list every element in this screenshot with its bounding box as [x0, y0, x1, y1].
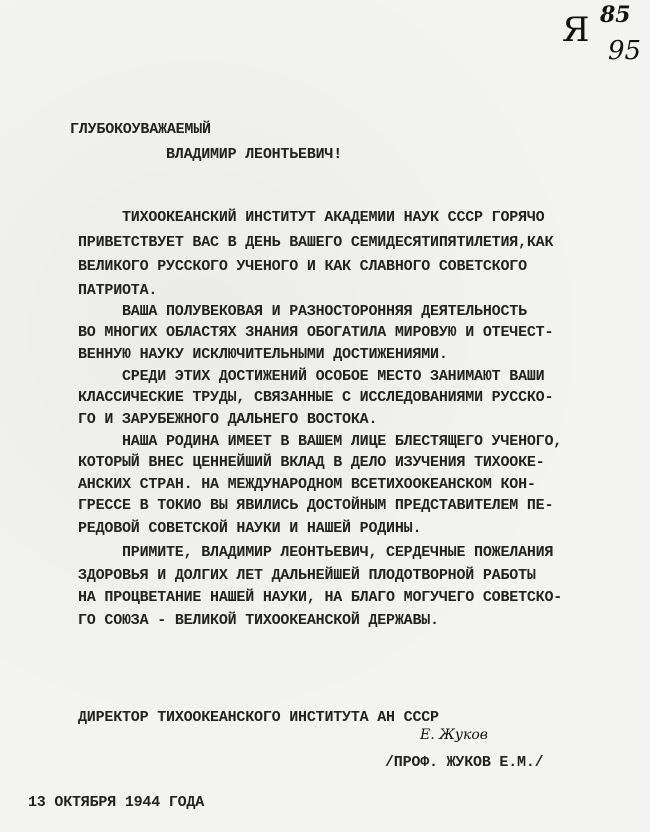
- body-line: ВЕЛИКОГО РУССКОГО УЧЕНОГО И КАК СЛАВНОГО СОВЕТСКОГО: [78, 258, 527, 275]
- body-line: ВО МНОГИХ ОБЛАСТЯХ ЗНАНИЯ ОБОГАТИЛА МИРОВУЮ И ОТЕЧЕСТ-: [78, 324, 554, 341]
- body-line: ТИХООКЕАНСКИЙ ИНСТИТУТ АКАДЕМИИ НАУК СССР ГОРЯЧО: [122, 209, 545, 226]
- body-line: СРЕДИ ЭТИХ ДОСТИЖЕНИЙ ОСОБОЕ МЕСТО ЗАНИМАЮТ ВАШИ: [122, 368, 545, 385]
- salutation-line: ВЛАДИМИР ЛЕОНТЬЕВИЧ!: [166, 146, 343, 163]
- body-line: ПАТРИОТА.: [78, 282, 158, 299]
- old-page-number: 85: [600, 2, 631, 28]
- body-line: НАША РОДИНА ИМЕЕТ В ВАШЕМ ЛИЦЕ БЛЕСТЯЩЕГО УЧЕНОГО,: [122, 433, 563, 450]
- handwritten-mark: Я: [562, 10, 590, 50]
- body-line: ГО И ЗАРУБЕЖНОГО ДАЛЬНЕГО ВОСТОКА.: [78, 411, 378, 428]
- body-line: КОТОРЫЙ ВНЕС ЦЕННЕЙШИЙ ВКЛАД В ДЕЛО ИЗУЧЕНИЯ ТИХООКЕ-: [78, 454, 545, 471]
- signatory-name: /ПРОФ. ЖУКОВ Е.М./: [385, 754, 544, 771]
- body-line: ГО СОЮЗА - ВЕЛИКОЙ ТИХООКЕАНСКОЙ ДЕРЖАВЫ.: [78, 612, 439, 629]
- page-number: 95: [608, 36, 642, 66]
- body-line: ГРЕССЕ В ТОКИО ВЫ ЯВИЛИСЬ ДОСТОЙНЫМ ПРЕДСТАВИТЕЛЕМ ПЕ-: [78, 497, 554, 514]
- handwritten-signature: Е. Жуков: [420, 727, 488, 743]
- body-line: ПРИМИТЕ, ВЛАДИМИР ЛЕОНТЬЕВИЧ, СЕРДЕЧНЫЕ ПОЖЕЛАНИЯ: [122, 544, 554, 561]
- signatory-title: ДИРЕКТОР ТИХООКЕАНСКОГО ИНСТИТУТА АН СССР: [78, 709, 439, 726]
- body-line: ВАША ПОЛУВЕКОВАЯ И РАЗНОСТОРОННЯЯ ДЕЯТЕЛЬНОСТЬ: [122, 303, 527, 320]
- body-line: КЛАССИЧЕСКИЕ ТРУДЫ, СВЯЗАННЫЕ С ИССЛЕДОВАНИЯМИ РУССКО-: [78, 389, 554, 406]
- body-line: РЕДОВОЙ СОВЕТСКОЙ НАУКИ И НАШЕЙ РОДИНЫ.: [78, 520, 422, 537]
- body-line: ЗДОРОВЬЯ И ДОЛГИХ ЛЕТ ДАЛЬНЕЙШЕЙ ПЛОДОТВОРНОЙ РАБОТЫ: [78, 567, 536, 584]
- body-line: НА ПРОЦВЕТАНИЕ НАШЕЙ НАУКИ, НА БЛАГО МОГУЧЕГО СОВЕТСКО-: [78, 589, 563, 606]
- body-line: АНСКИХ СТРАН. НА МЕЖДУНАРОДНОМ ВСЕТИХООКЕАНСКОМ КОН-: [78, 476, 536, 493]
- letter-date: 13 ОКТЯБРЯ 1944 ГОДА: [28, 794, 205, 811]
- body-line: ПРИВЕТСТВУЕТ ВАС В ДЕНЬ ВАШЕГО СЕМИДЕСЯТИПЯТИЛЕТИЯ,КАК: [78, 234, 554, 251]
- salutation-line: ГЛУБОКОУВАЖАЕМЫЙ: [70, 121, 211, 138]
- body-line: ВЕННУЮ НАУКУ ИСКЛЮЧИТЕЛЬНЫМИ ДОСТИЖЕНИЯМИ.: [78, 346, 448, 363]
